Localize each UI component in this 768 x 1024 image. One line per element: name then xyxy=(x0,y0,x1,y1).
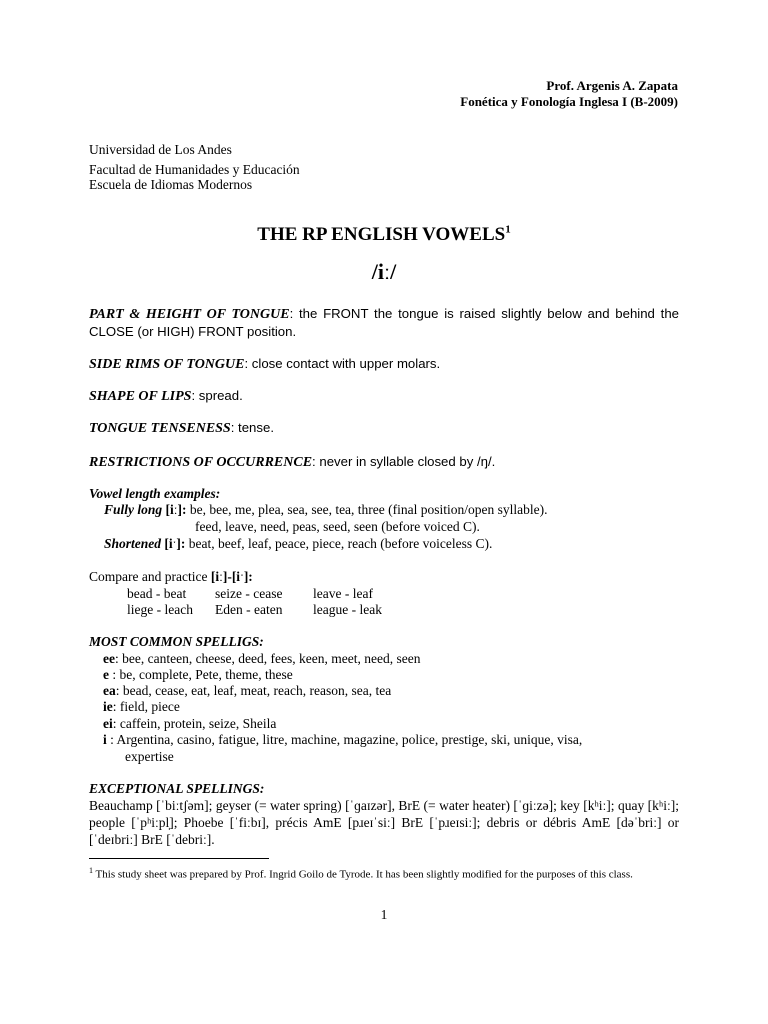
spelling-examples: : field, piece xyxy=(112,699,180,714)
fully-long-symbol: [iː]: xyxy=(162,502,187,517)
part-height-text: : the FRONT the tongue is raised slightly below and behind the CLOSE (or HIGH) FRONT position. xyxy=(89,306,679,339)
spelling-continuation: expertise xyxy=(125,749,174,764)
spelling-key: ie xyxy=(103,699,113,714)
footnote-divider xyxy=(89,858,269,859)
side-rims-label: SIDE RIMS OF TONGUE xyxy=(89,357,245,372)
shape-lips-text: : spread. xyxy=(191,388,243,403)
fully-long-label: Fully long xyxy=(104,502,163,517)
page-title xyxy=(0,223,768,245)
page-number: 1 xyxy=(380,907,388,922)
fully-long-line xyxy=(104,502,548,518)
side-rims-section xyxy=(89,355,679,373)
spelling-key: ea xyxy=(103,683,116,698)
course-line: Fonética y Fonología Inglesa I (B-2009) xyxy=(460,94,678,109)
compare-pair: Eden - eaten xyxy=(215,602,283,617)
tenseness-label: TONGUE TENSENESS xyxy=(89,421,231,436)
part-height-section xyxy=(89,305,679,340)
restrictions-section xyxy=(89,453,679,471)
spelling-examples: : caffein, protein, seize, Sheila xyxy=(112,716,277,731)
school-line: Escuela de Idiomas Modernos xyxy=(89,177,253,192)
shape-lips-label: SHAPE OF LIPS xyxy=(89,389,192,404)
title-text: THE RP ENGLISH VOWELS xyxy=(257,224,506,245)
spelling-key: ei xyxy=(103,716,113,731)
spelling-examples: : bee, canteen, cheese, deed, fees, keen, meet, need, seen xyxy=(114,651,421,666)
vowel-symbol: /iː/ xyxy=(371,259,397,284)
footnote-text: This study sheet was prepared by Prof. Ingrid Goilo de Tyrode. It has been slightly modified for the purposes of this class. xyxy=(93,868,633,881)
compare-pair: leave - leaf xyxy=(313,586,373,601)
spelling-examples: : be, complete, Pete, theme, these xyxy=(109,667,293,682)
fully-long-line-2: feed, leave, need, peas, seed, seen (before voiced C). xyxy=(195,519,480,534)
exceptional-text: Beauchamp [ˈbiːtʃəm]; geyser (= water spring) [ˈɡaɪzər], BrE (= water heater) [ˈɡiːzə]; key [kʰiː]; quay [kʰiː]; people [ˈpʰiːpl̩]; Phoebe [ˈfiːbɪ], précis AmE [pɹeɪˈsiː] BrE [ˈpɹeɪsiː]; debris or débris AmE [dəˈbriː] or [ˈdeɪbriː] BrE [ˈdebriː]. xyxy=(89,798,679,847)
spelling-row xyxy=(103,683,391,699)
tenseness-text: : tense. xyxy=(230,420,274,435)
compare-pair: liege - leach xyxy=(127,602,193,617)
spelling-row xyxy=(103,732,582,748)
footnote-mark: 1 xyxy=(89,866,93,875)
spelling-key: e xyxy=(103,667,109,682)
spelling-row xyxy=(103,667,293,683)
spelling-row xyxy=(103,651,420,667)
compare-intro xyxy=(89,569,253,585)
length-heading: Vowel length examples: xyxy=(89,486,221,501)
author-line: Prof. Argenis A. Zapata xyxy=(546,78,678,93)
compare-pair: seize - cease xyxy=(215,586,283,601)
shortened-symbol: [iˑ]: xyxy=(161,536,186,551)
shortened-line xyxy=(104,536,492,552)
side-rims-text: : close contact with upper molars. xyxy=(244,356,441,371)
shape-lips-section xyxy=(89,387,679,405)
restrictions-text: : never in syllable closed by /ŋ/. xyxy=(312,454,496,469)
faculty-line: Facultad de Humanidades y Educación xyxy=(89,162,300,177)
exceptional-heading: EXCEPTIONAL SPELLINGS: xyxy=(89,781,265,796)
compare-intro-text: Compare and practice xyxy=(89,569,211,584)
spelling-examples: : bead, cease, eat, leaf, meat, reach, reason, sea, tea xyxy=(115,683,392,698)
restrictions-label: RESTRICTIONS OF OCCURRENCE xyxy=(89,455,313,470)
spelling-key: i xyxy=(103,732,107,747)
university-line: Universidad de Los Andes xyxy=(89,142,232,157)
spelling-key: ee xyxy=(103,651,115,666)
part-height-label: PART & HEIGHT OF TONGUE xyxy=(89,307,290,322)
fully-long-text: be, bee, me, plea, sea, see, tea, three (final position/open syllable). xyxy=(186,502,548,517)
shortened-text: beat, beef, leaf, peace, piece, reach (before voiceless C). xyxy=(185,536,493,551)
footnote xyxy=(89,864,679,882)
tenseness-section xyxy=(89,419,679,437)
shortened-label: Shortened xyxy=(104,536,162,551)
spellings-heading: MOST COMMON SPELLIGS: xyxy=(89,634,264,649)
spelling-row xyxy=(103,699,180,715)
compare-symbols: [iː]-[iˑ]: xyxy=(210,569,253,584)
spelling-examples: : Argentina, casino, fatigue, litre, machine, magazine, police, prestige, ski, unique, visa, xyxy=(106,732,583,747)
spelling-row xyxy=(103,716,276,732)
compare-pair: bead - beat xyxy=(127,586,187,601)
compare-pair: league - leak xyxy=(313,602,382,617)
footnote-ref: 1 xyxy=(505,223,511,236)
